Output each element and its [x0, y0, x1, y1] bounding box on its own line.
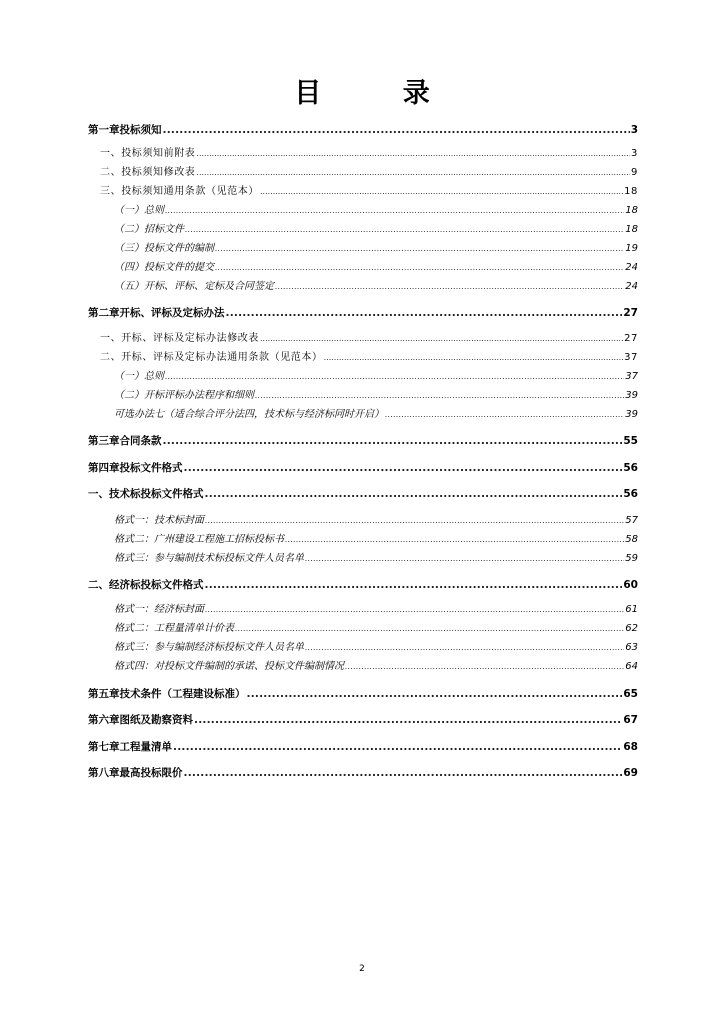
- toc-page-number: 57: [625, 515, 638, 526]
- toc-label: 格式一：经济标封面: [114, 604, 204, 615]
- toc-label: 一、投标须知前附表: [100, 148, 196, 159]
- toc-page-number: 56: [623, 488, 638, 500]
- toc-page-number: 27: [624, 333, 638, 344]
- toc-section[interactable]: [100, 184, 638, 200]
- toc-label: 第八章最高投标限价: [88, 767, 183, 779]
- toc-subsection[interactable]: [114, 203, 638, 219]
- toc-subsection[interactable]: [114, 640, 638, 656]
- toc-label: 第二章开标、评标及定标办法: [88, 307, 225, 319]
- toc-label: （一）总则: [114, 371, 164, 382]
- toc-subsection[interactable]: [114, 388, 638, 404]
- dot-leader: [205, 486, 623, 502]
- toc-label: 第五章技术条件（工程建设标准）: [88, 688, 246, 700]
- dot-leader: [345, 659, 624, 675]
- toc-subsection[interactable]: [114, 279, 638, 295]
- dot-leader: [163, 433, 623, 449]
- toc-page-number: 37: [625, 371, 638, 382]
- toc-subsection[interactable]: [114, 532, 638, 548]
- toc-label: 格式三：参与编制技术标投标文件人员名单: [114, 553, 304, 564]
- toc-chapter-2[interactable]: [88, 305, 638, 321]
- toc-page-number: 19: [625, 243, 638, 254]
- dot-leader: [324, 350, 623, 366]
- toc-label: （二）招标文件: [114, 224, 184, 235]
- toc-subsection[interactable]: [114, 407, 638, 423]
- toc-page-number: 18: [625, 205, 638, 216]
- toc-label: 第一章投标须知: [88, 124, 162, 136]
- toc-label: 格式二：工程量清单计价表: [114, 623, 234, 634]
- toc-page-number: 64: [625, 661, 638, 672]
- toc-subsection[interactable]: [114, 222, 638, 238]
- dot-leader: [275, 279, 624, 295]
- toc-label: 第六章图纸及勘察资料: [88, 714, 193, 726]
- toc-page-number: 69: [623, 767, 638, 779]
- toc-page-number: 59: [625, 553, 638, 564]
- toc-page-number: 61: [625, 604, 638, 615]
- toc-label: 二、开标、评标及定标办法通用条款（见范本）: [100, 352, 323, 363]
- dot-leader: [196, 165, 630, 181]
- toc-label: 格式三：参与编制经济标投标文件人员名单: [114, 642, 304, 653]
- toc-page-number: 27: [623, 307, 638, 319]
- toc-subsection[interactable]: [114, 659, 638, 675]
- toc-section[interactable]: [100, 350, 638, 366]
- dot-leader: [260, 331, 623, 347]
- toc-subsection[interactable]: [114, 513, 638, 529]
- dot-leader: [194, 712, 622, 728]
- toc-page-number: 9: [631, 167, 638, 178]
- dot-leader: [165, 203, 624, 219]
- dot-leader: [305, 640, 624, 656]
- toc-subsection[interactable]: [114, 260, 638, 276]
- toc-subsection[interactable]: [114, 551, 638, 567]
- dot-leader: [196, 146, 630, 162]
- page-number: 2: [359, 964, 365, 974]
- toc-label: 格式一：技术标封面: [114, 515, 204, 526]
- toc-section[interactable]: [100, 331, 638, 347]
- dot-leader: [235, 621, 624, 637]
- toc-part[interactable]: [88, 577, 638, 593]
- toc-section[interactable]: [100, 146, 638, 162]
- dot-leader: [260, 184, 623, 200]
- toc-page-number: 68: [623, 741, 638, 753]
- toc-page-number: 63: [625, 642, 638, 653]
- toc-label: 一、技术标投标文件格式: [88, 488, 204, 500]
- toc-page-number: 58: [625, 534, 638, 545]
- dot-leader: [385, 407, 624, 423]
- toc-page-number: 65: [623, 688, 638, 700]
- toc-page-number: 3: [630, 124, 638, 136]
- toc-label: 格式二：广州建设工程施工招标投标书: [114, 534, 284, 545]
- dot-leader: [185, 222, 624, 238]
- page-title: 目 录: [294, 78, 466, 109]
- toc-label: 二、投标须知修改表: [100, 167, 196, 178]
- toc-chapter-7[interactable]: [88, 739, 638, 755]
- dot-leader: [226, 305, 623, 321]
- toc-subsection[interactable]: [114, 621, 638, 637]
- toc-page-number: 62: [625, 623, 638, 634]
- toc-page-number: 24: [625, 281, 638, 292]
- toc-chapter-3[interactable]: [88, 433, 638, 449]
- dot-leader: [205, 513, 624, 529]
- toc-part[interactable]: [88, 486, 638, 502]
- dot-leader: [285, 532, 624, 548]
- toc-label: 一、开标、评标及定标办法修改表: [100, 333, 259, 344]
- dot-leader: [163, 122, 630, 138]
- dot-leader: [165, 369, 624, 385]
- dot-leader: [205, 577, 623, 593]
- dot-leader: [173, 739, 622, 755]
- toc-page-number: 24: [625, 262, 638, 273]
- toc-label: 可选办法七（适合综合评分法四，技术标与经济标同时开启）: [114, 409, 384, 420]
- toc-label: 格式四：对投标文件编制的承诺、投标文件编制情况: [114, 661, 344, 672]
- toc-page-number: 3: [631, 148, 638, 159]
- toc-subsection[interactable]: [114, 241, 638, 257]
- toc-page-number: 37: [624, 352, 638, 363]
- dot-leader: [205, 602, 624, 618]
- toc-label: 三、投标须知通用条款（见范本）: [100, 186, 259, 197]
- toc-page-number: 18: [625, 224, 638, 235]
- toc-chapter-1[interactable]: [88, 122, 638, 138]
- toc-label: （四）投标文件的提交: [114, 262, 214, 273]
- toc-chapter-6[interactable]: [88, 712, 638, 728]
- dot-leader: [247, 686, 623, 702]
- toc-label: 第四章投标文件格式: [88, 462, 183, 474]
- toc-label: 第三章合同条款: [88, 435, 162, 447]
- toc-label: （五）开标、评标、定标及合同签定: [114, 281, 274, 292]
- toc-page-number: 60: [623, 579, 638, 591]
- toc-page-number: 67: [623, 714, 638, 726]
- toc-label: 二、经济标投标文件格式: [88, 579, 204, 591]
- dot-leader: [184, 460, 623, 476]
- dot-leader: [215, 241, 624, 257]
- dot-leader: [305, 551, 624, 567]
- toc-chapter-4[interactable]: [88, 460, 638, 476]
- toc-section[interactable]: [100, 165, 638, 181]
- toc-subsection[interactable]: [114, 369, 638, 385]
- toc-label: （二）开标评标办法程序和细则: [114, 390, 254, 401]
- toc-label: （一）总则: [114, 205, 164, 216]
- toc-page-number: 55: [623, 435, 638, 447]
- toc-label: 第七章工程量清单: [88, 741, 172, 753]
- toc-chapter-8[interactable]: [88, 765, 638, 781]
- toc-chapter-5[interactable]: [88, 686, 638, 702]
- dot-leader: [215, 260, 624, 276]
- toc-label: （三）投标文件的编制: [114, 243, 214, 254]
- toc-page-number: 18: [624, 186, 638, 197]
- toc-page-number: 56: [623, 462, 638, 474]
- dot-leader: [255, 388, 624, 404]
- toc-subsection[interactable]: [114, 602, 638, 618]
- toc-page-number: 39: [625, 390, 638, 401]
- dot-leader: [184, 765, 623, 781]
- toc-page-number: 39: [625, 409, 638, 420]
